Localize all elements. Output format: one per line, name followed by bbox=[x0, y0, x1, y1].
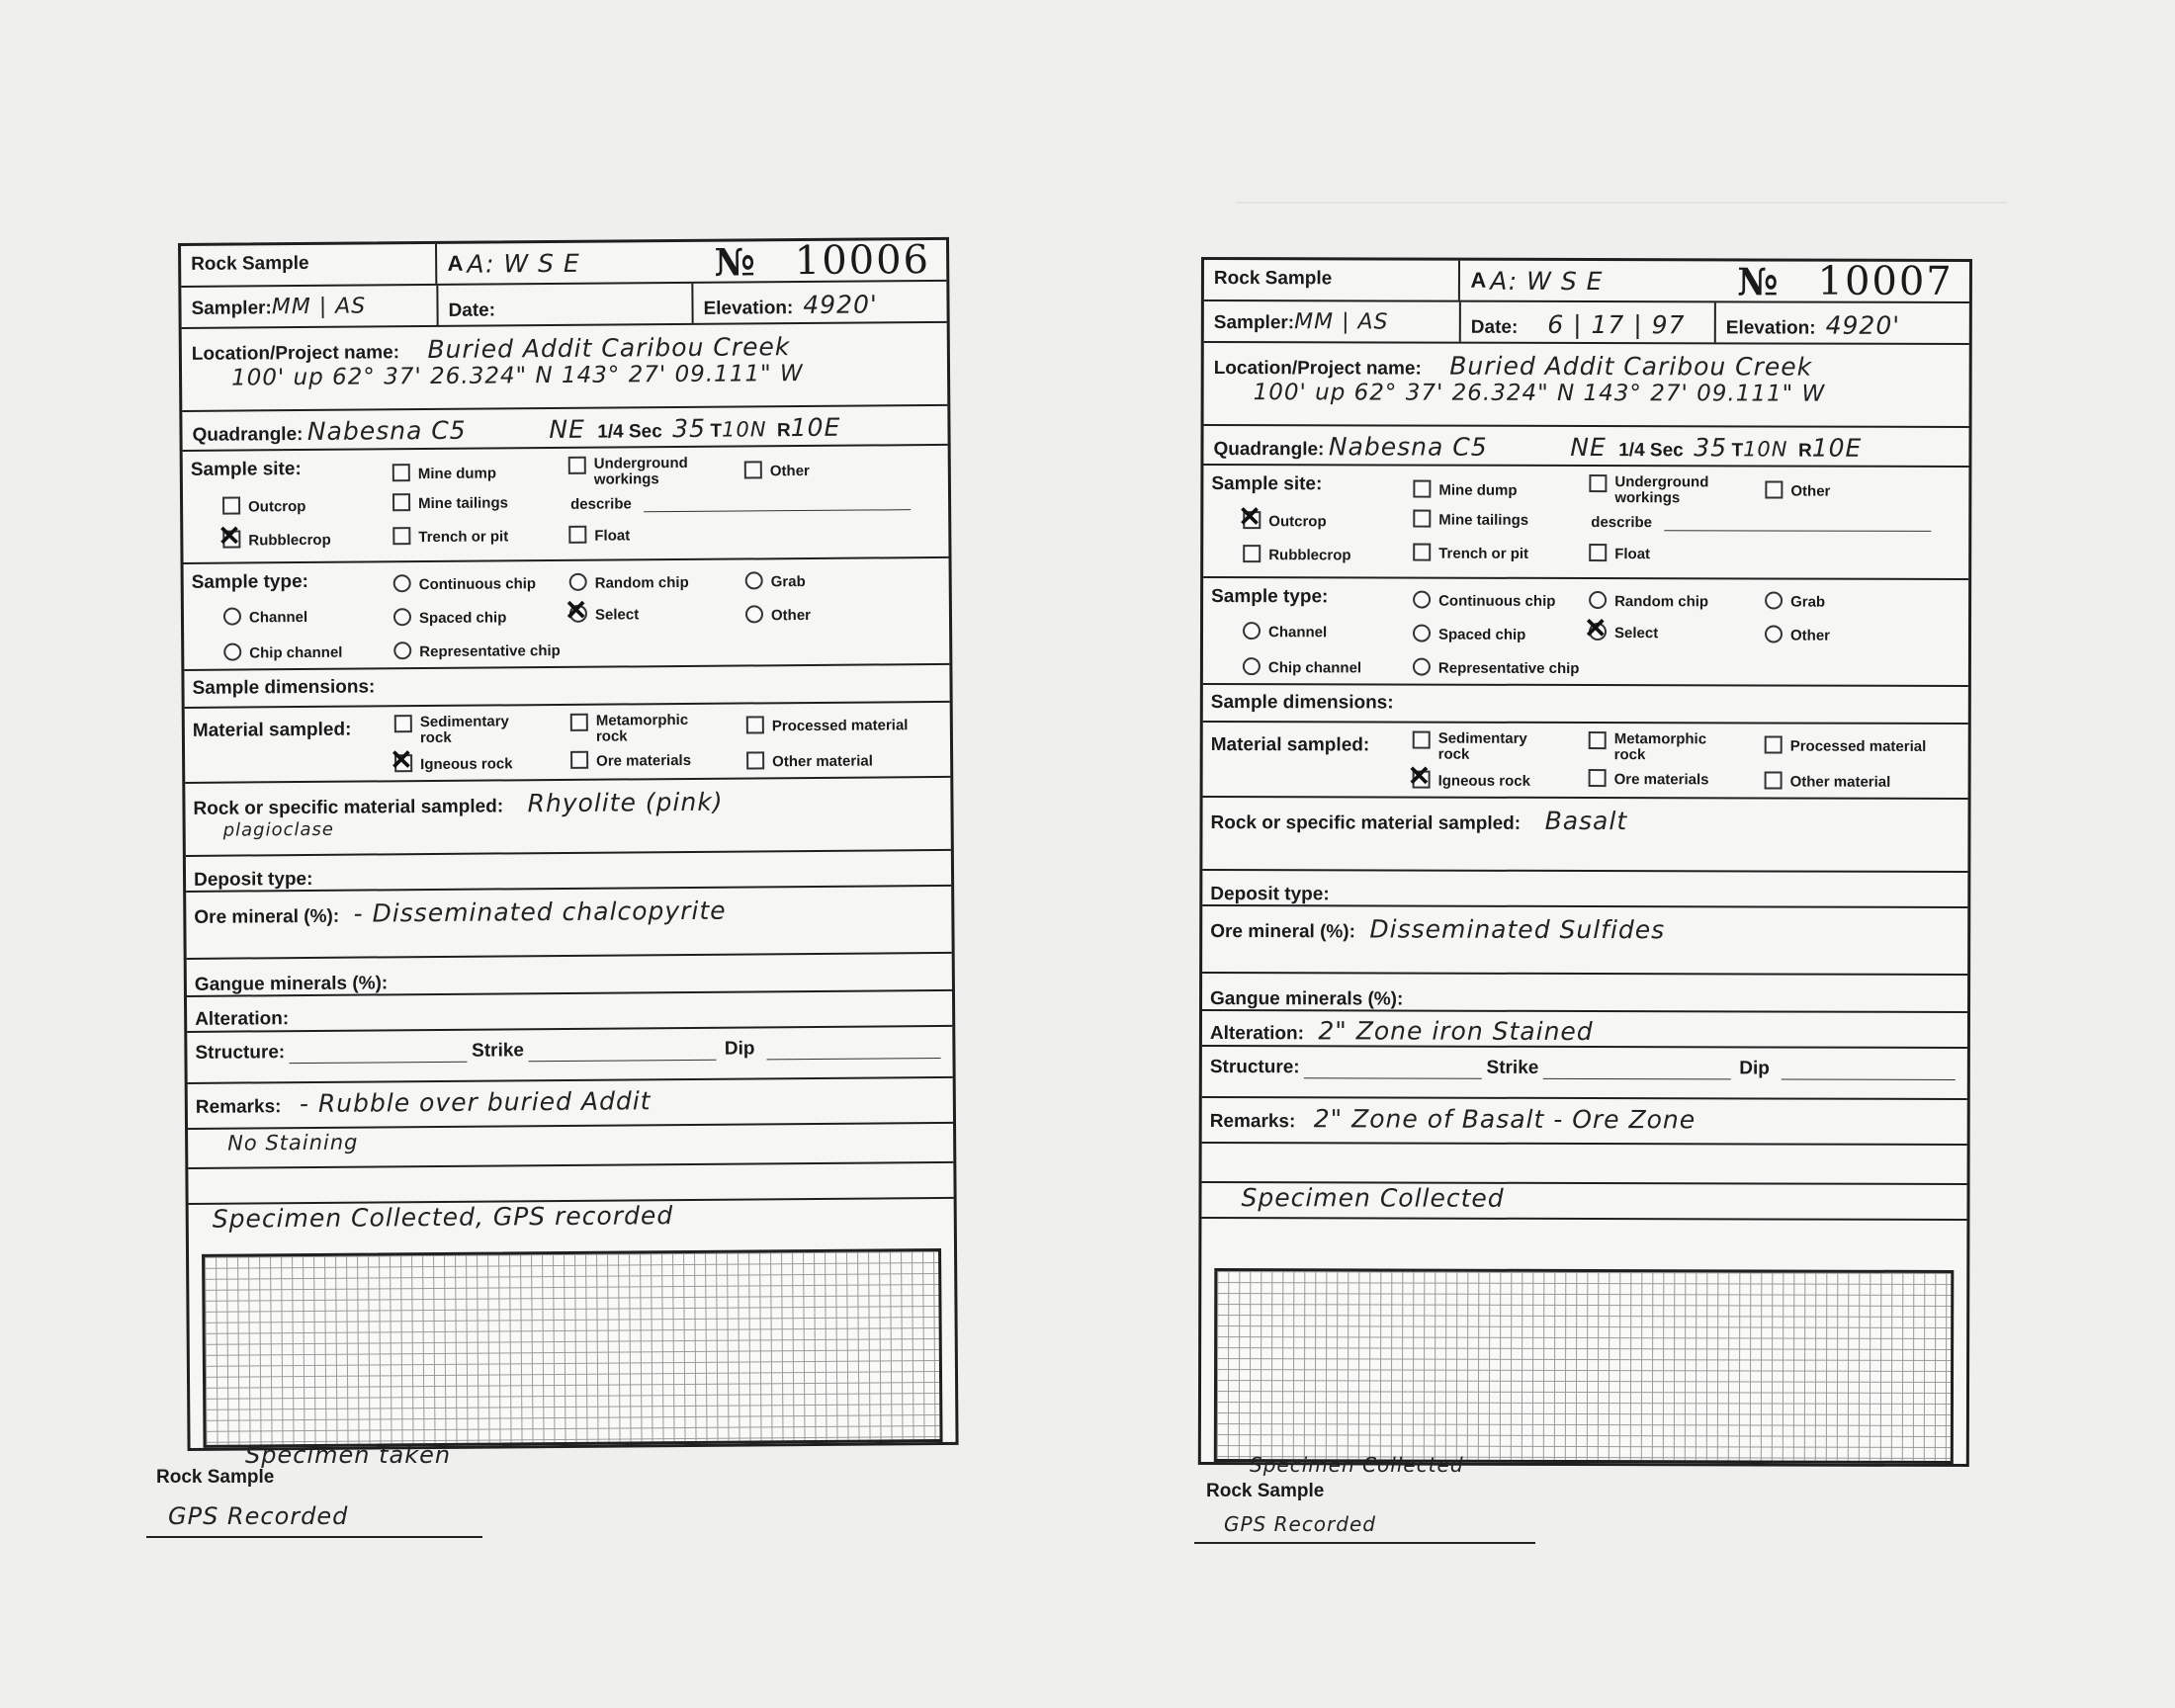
location-value-1[interactable]: Buried Addit Caribou Creek bbox=[427, 332, 791, 365]
strike-label: Strike bbox=[472, 1040, 525, 1062]
option-label: Trench or pit bbox=[1438, 545, 1529, 562]
option-label: Select bbox=[1613, 625, 1659, 642]
aa-value[interactable]: A: W S E bbox=[1490, 266, 1604, 296]
option-label: rock bbox=[595, 727, 628, 745]
checkbox-icon[interactable] bbox=[1589, 731, 1607, 749]
r-label: R bbox=[776, 420, 791, 442]
option-label: rock bbox=[1437, 745, 1470, 763]
remarks-row-1 bbox=[1202, 1098, 1967, 1146]
sampler-value[interactable]: MM | AS bbox=[1294, 309, 1389, 335]
number-symbol: № bbox=[714, 238, 755, 285]
alteration-row bbox=[1202, 1011, 1967, 1049]
option-label: Grab bbox=[1790, 593, 1826, 611]
option-label: Rubblecrop bbox=[1268, 547, 1351, 564]
card-title-cell bbox=[181, 244, 438, 286]
deposit-type-row bbox=[186, 851, 951, 893]
site-rubblecrop[interactable] bbox=[222, 530, 330, 550]
type-continuous[interactable] bbox=[393, 573, 536, 593]
remarks-row-2 bbox=[1202, 1144, 1967, 1185]
number-symbol: № bbox=[1737, 258, 1779, 304]
strike-line[interactable] bbox=[1543, 1061, 1731, 1079]
mat-ore[interactable] bbox=[570, 750, 691, 770]
date-label: Date: bbox=[448, 299, 496, 321]
scan-artifact-line bbox=[1236, 202, 2007, 204]
structure-label: Structure: bbox=[195, 1042, 286, 1064]
quarter-sec-label: 1/4 Sec bbox=[597, 421, 662, 443]
location-row bbox=[182, 323, 948, 412]
radio-icon[interactable] bbox=[1243, 657, 1261, 675]
radio-icon[interactable] bbox=[1589, 591, 1607, 609]
mat-igneous[interactable] bbox=[1413, 771, 1530, 790]
rock-material-value[interactable]: Basalt bbox=[1544, 806, 1628, 836]
option-label: Underground bbox=[593, 454, 688, 472]
type-select[interactable] bbox=[569, 604, 639, 624]
dip-line[interactable] bbox=[1782, 1062, 1956, 1080]
sample-site-label: Sample site: bbox=[190, 459, 302, 480]
sample-type-label: Sample type: bbox=[1211, 586, 1329, 608]
t-value[interactable]: 10N bbox=[721, 417, 767, 442]
option-label: workings bbox=[593, 470, 659, 488]
elevation-cell bbox=[693, 282, 946, 323]
radio-icon[interactable] bbox=[1243, 622, 1261, 640]
option-label: Spaced chip bbox=[1437, 626, 1526, 643]
site-float[interactable] bbox=[568, 525, 630, 544]
aa-cell bbox=[1460, 258, 1969, 304]
type-channel[interactable] bbox=[223, 607, 307, 627]
option-label: Representative chip bbox=[1437, 659, 1580, 678]
option-label: Mine dump bbox=[1438, 481, 1518, 499]
dip-label: Dip bbox=[724, 1038, 755, 1060]
structure-line[interactable] bbox=[1304, 1060, 1482, 1078]
mat-metamorphic[interactable] bbox=[570, 713, 689, 745]
option-label: Processed material bbox=[771, 717, 909, 735]
option-label: Other bbox=[1790, 482, 1831, 500]
sketch-grid[interactable] bbox=[202, 1248, 943, 1448]
checkbox-icon[interactable] bbox=[570, 714, 588, 731]
option-label: Chip channel bbox=[1267, 659, 1362, 677]
sample-type-section bbox=[1203, 578, 1968, 687]
quadrangle-value[interactable]: Nabesna C5 bbox=[1328, 432, 1488, 462]
option-label: Float bbox=[594, 527, 631, 545]
type-select[interactable] bbox=[1589, 623, 1658, 641]
strike-line[interactable] bbox=[528, 1042, 716, 1062]
checkbox-icon[interactable] bbox=[392, 527, 410, 545]
t-label: T bbox=[710, 420, 723, 442]
site-mine-dump[interactable] bbox=[392, 463, 496, 482]
elevation-cell bbox=[1716, 302, 1969, 343]
option-label: Rubblecrop bbox=[248, 531, 331, 550]
quadrangle-label: Quadrangle: bbox=[192, 424, 304, 446]
aa-label: A bbox=[447, 250, 464, 276]
date-label: Date: bbox=[1470, 316, 1519, 338]
card-title-cell bbox=[1204, 260, 1461, 300]
dip-label: Dip bbox=[1739, 1058, 1770, 1079]
structure-row bbox=[187, 1027, 952, 1084]
radio-icon[interactable] bbox=[1765, 625, 1783, 642]
below-underline bbox=[1194, 1542, 1535, 1544]
sec-value[interactable]: 35 bbox=[1694, 433, 1728, 463]
deposit-type-label: Deposit type: bbox=[193, 868, 313, 891]
elevation-label: Elevation: bbox=[703, 298, 794, 319]
option-label: Spaced chip bbox=[418, 609, 507, 628]
checkbox-icon[interactable] bbox=[570, 751, 588, 769]
remarks-value-1[interactable]: 2" Zone of Basalt - Ore Zone bbox=[1313, 1104, 1696, 1135]
mat-sedimentary[interactable] bbox=[394, 714, 509, 746]
type-grab[interactable] bbox=[745, 571, 806, 590]
gangue-row bbox=[187, 954, 952, 997]
site-outcrop[interactable] bbox=[222, 496, 305, 516]
option-label: Ore materials bbox=[1613, 771, 1709, 789]
type-other[interactable] bbox=[745, 605, 811, 625]
rock-sample-card-10006 bbox=[178, 237, 959, 1451]
remarks-label: Remarks: bbox=[1209, 1111, 1296, 1133]
r-value[interactable]: 10E bbox=[1811, 433, 1863, 463]
quadrangle-label: Quadrangle: bbox=[1213, 439, 1325, 461]
mat-other[interactable] bbox=[1765, 771, 1891, 790]
location-row bbox=[1204, 343, 1969, 428]
mat-other[interactable] bbox=[746, 750, 873, 770]
ore-mineral-row bbox=[1202, 906, 1967, 976]
sampler-row bbox=[1204, 301, 1969, 345]
sample-site-label: Sample site: bbox=[1211, 473, 1323, 495]
gangue-label: Gangue minerals (%): bbox=[194, 973, 389, 995]
location-label: Location/Project name: bbox=[1213, 358, 1422, 380]
below-card-left bbox=[146, 1441, 502, 1550]
elevation-value[interactable]: 4920' bbox=[803, 290, 878, 320]
option-label: Random chip bbox=[1614, 593, 1709, 611]
alteration-value[interactable]: 2" Zone iron Stained bbox=[1318, 1016, 1594, 1047]
checkbox-icon[interactable] bbox=[1765, 480, 1783, 498]
below-note-2: GPS Recorded bbox=[168, 1502, 349, 1530]
type-representative[interactable] bbox=[393, 640, 561, 660]
elevation-label: Elevation: bbox=[1725, 317, 1816, 339]
date-cell bbox=[1461, 302, 1716, 343]
below-note-2: GPS Recorded bbox=[1224, 1512, 1376, 1536]
site-other[interactable] bbox=[744, 461, 810, 480]
option-label: Other bbox=[1789, 627, 1831, 644]
sample-type-section bbox=[184, 558, 950, 671]
quadrangle-row bbox=[182, 406, 947, 452]
ore-mineral-label: Ore mineral (%): bbox=[1210, 921, 1356, 943]
sample-site-section bbox=[183, 446, 949, 564]
type-spaced[interactable] bbox=[393, 607, 507, 627]
material-label: Material sampled: bbox=[192, 719, 352, 741]
option-label: workings bbox=[1614, 489, 1681, 507]
option-label: Outcrop bbox=[248, 497, 306, 516]
checkbox-icon[interactable] bbox=[1413, 480, 1431, 498]
option-label: Igneous rock bbox=[420, 755, 513, 774]
checkbox-icon[interactable] bbox=[394, 715, 412, 732]
quadrangle-value[interactable]: Nabesna C5 bbox=[306, 415, 467, 446]
t-label: T bbox=[1731, 440, 1744, 462]
location-value-2[interactable]: 100' up 62° 37' 26.324" N 143° 27' 09.111" W bbox=[1253, 380, 1826, 407]
site-describe[interactable] bbox=[1591, 512, 1931, 532]
checkbox-icon[interactable] bbox=[392, 464, 410, 481]
rock-material-label: Rock or specific material sampled: bbox=[193, 796, 504, 819]
ore-mineral-value[interactable]: - Disseminated chalcopyrite bbox=[353, 896, 727, 928]
type-random[interactable] bbox=[1589, 591, 1708, 610]
option-label: Grab bbox=[770, 573, 806, 591]
radio-icon[interactable] bbox=[393, 608, 411, 626]
type-channel[interactable] bbox=[1243, 622, 1327, 640]
ore-mineral-label: Ore mineral (%): bbox=[194, 905, 340, 928]
sec-value[interactable]: 35 bbox=[672, 413, 707, 444]
checkbox-icon[interactable] bbox=[744, 461, 762, 478]
below-note-1: Specimen Collected bbox=[1250, 1453, 1464, 1477]
type-chip-channel[interactable] bbox=[223, 642, 342, 662]
quarter-sec-label: 1/4 Sec bbox=[1618, 440, 1684, 462]
type-chip-channel[interactable] bbox=[1243, 657, 1361, 676]
radio-icon[interactable] bbox=[569, 573, 587, 591]
radio-icon[interactable] bbox=[1413, 658, 1431, 676]
radio-icon[interactable] bbox=[569, 605, 587, 623]
remarks-value-1[interactable]: - Rubble over buried Addit bbox=[299, 1086, 652, 1119]
below-note-1: Specimen taken bbox=[245, 1441, 452, 1469]
sample-number: 10006 bbox=[794, 237, 931, 285]
mat-processed[interactable] bbox=[746, 715, 909, 734]
aa-label: A bbox=[1470, 267, 1487, 293]
checkbox-icon[interactable] bbox=[222, 531, 240, 549]
option-label: rock bbox=[419, 728, 452, 747]
sketch-grid[interactable] bbox=[1214, 1268, 1955, 1464]
elevation-value[interactable]: 4920' bbox=[1825, 310, 1901, 340]
describe-label: describe bbox=[570, 495, 632, 513]
site-rubblecrop[interactable] bbox=[1243, 545, 1350, 563]
option-label: Select bbox=[594, 606, 640, 624]
mat-sedimentary[interactable] bbox=[1413, 731, 1527, 763]
mat-metamorphic[interactable] bbox=[1589, 731, 1706, 763]
checkbox-icon[interactable] bbox=[1765, 771, 1783, 789]
option-label: Continuous chip bbox=[1438, 592, 1556, 610]
site-trench[interactable] bbox=[392, 526, 508, 546]
option-label: Underground bbox=[1614, 473, 1709, 491]
deposit-type-label: Deposit type: bbox=[1210, 884, 1330, 905]
card-title: Rock Sample bbox=[1213, 268, 1333, 290]
aa-cell bbox=[437, 237, 946, 285]
remarks-row-4 bbox=[189, 1199, 954, 1244]
type-grab[interactable] bbox=[1765, 591, 1825, 610]
gangue-label: Gangue minerals (%): bbox=[1210, 988, 1404, 1010]
checkbox-icon[interactable] bbox=[1243, 545, 1261, 562]
radio-icon[interactable] bbox=[223, 608, 241, 626]
quarter-value[interactable]: NE bbox=[549, 414, 585, 445]
alteration-label: Alteration: bbox=[195, 1008, 290, 1030]
option-label: Other material bbox=[772, 752, 873, 771]
dip-line[interactable] bbox=[767, 1040, 941, 1060]
date-cell bbox=[438, 284, 693, 325]
checkbox-icon[interactable] bbox=[1413, 731, 1431, 749]
sample-site-section bbox=[1203, 466, 1968, 580]
checkbox-icon[interactable] bbox=[1765, 735, 1783, 753]
option-label: Trench or pit bbox=[418, 528, 509, 547]
below-rock-sample-label: Rock Sample bbox=[156, 1467, 275, 1488]
below-underline bbox=[146, 1536, 482, 1538]
option-label: Channel bbox=[1267, 624, 1328, 641]
option-label: Random chip bbox=[594, 573, 689, 592]
option-label: Igneous rock bbox=[1437, 772, 1530, 790]
rock-material-label: Rock or specific material sampled: bbox=[1210, 812, 1522, 834]
below-rock-sample-label: Rock Sample bbox=[1206, 1481, 1325, 1501]
mat-igneous[interactable] bbox=[394, 753, 513, 773]
site-underground[interactable] bbox=[1589, 474, 1708, 506]
option-label: Other material bbox=[1789, 773, 1891, 791]
radio-icon[interactable] bbox=[223, 643, 241, 661]
sample-dimensions-label: Sample dimensions: bbox=[192, 676, 376, 699]
radio-icon[interactable] bbox=[745, 571, 763, 589]
site-outcrop[interactable] bbox=[1243, 511, 1326, 530]
material-label: Material sampled: bbox=[1210, 734, 1370, 756]
radio-icon[interactable] bbox=[1589, 623, 1607, 640]
checkbox-icon[interactable] bbox=[746, 716, 764, 733]
remarks-row-3 bbox=[188, 1163, 953, 1205]
option-label: Metamorphic bbox=[595, 711, 689, 729]
checkbox-icon[interactable] bbox=[392, 493, 410, 511]
option-label: Ore materials bbox=[596, 751, 692, 770]
remarks-value-2[interactable]: No Staining bbox=[227, 1130, 359, 1155]
ore-mineral-value[interactable]: Disseminated Sulfides bbox=[1369, 914, 1666, 945]
sample-dimensions-row bbox=[1203, 685, 1968, 725]
location-value-1[interactable]: Buried Addit Caribou Creek bbox=[1449, 351, 1813, 382]
site-mine-tailings[interactable] bbox=[392, 492, 508, 512]
strike-label: Strike bbox=[1486, 1057, 1539, 1078]
checkbox-icon[interactable] bbox=[1589, 474, 1607, 492]
material-section bbox=[1203, 723, 1968, 800]
rock-material-row bbox=[185, 778, 951, 857]
option-label: Sedimentary bbox=[1437, 729, 1527, 747]
rock-material-note[interactable]: plagioclase bbox=[222, 818, 335, 841]
type-representative[interactable] bbox=[1413, 658, 1580, 677]
rock-sample-card-10007 bbox=[1198, 257, 1972, 1467]
mat-ore[interactable] bbox=[1589, 769, 1709, 788]
site-other[interactable] bbox=[1765, 480, 1830, 499]
checkbox-icon[interactable] bbox=[1413, 544, 1431, 561]
location-label: Location/Project name: bbox=[191, 342, 400, 365]
sampler-row bbox=[181, 282, 946, 329]
remarks-row-4 bbox=[1201, 1219, 1966, 1260]
deposit-type-row bbox=[1202, 871, 1967, 908]
site-mine-tailings[interactable] bbox=[1413, 510, 1528, 529]
rock-material-row bbox=[1202, 798, 1967, 873]
remarks-row-3 bbox=[1201, 1183, 1966, 1221]
describe-line[interactable] bbox=[644, 491, 911, 512]
header-row bbox=[1204, 260, 1969, 303]
checkbox-icon[interactable] bbox=[1243, 511, 1261, 529]
sampler-value[interactable]: MM | AS bbox=[271, 294, 367, 320]
option-label: Other bbox=[769, 462, 810, 480]
option-label: Processed material bbox=[1789, 737, 1927, 755]
radio-icon[interactable] bbox=[1413, 591, 1431, 609]
option-label: Representative chip bbox=[419, 641, 561, 661]
checkbox-icon[interactable] bbox=[394, 754, 412, 772]
date-value[interactable]: 6 | 17 | 97 bbox=[1547, 309, 1686, 340]
type-spaced[interactable] bbox=[1413, 625, 1525, 643]
option-label: Mine tailings bbox=[418, 494, 508, 513]
checkbox-icon[interactable] bbox=[1589, 769, 1607, 787]
alteration-label: Alteration: bbox=[1209, 1023, 1304, 1045]
sampler-cell bbox=[1204, 301, 1461, 342]
r-label: R bbox=[1797, 440, 1812, 462]
option-label: Mine tailings bbox=[1438, 511, 1529, 529]
ore-mineral-row bbox=[186, 887, 952, 960]
site-underground[interactable] bbox=[568, 456, 688, 488]
structure-label: Structure: bbox=[1209, 1057, 1300, 1078]
sampler-label: Sampler: bbox=[1213, 312, 1295, 334]
radio-icon[interactable] bbox=[393, 641, 411, 659]
describe-line[interactable] bbox=[1664, 512, 1931, 532]
remarks-row-2 bbox=[188, 1124, 953, 1169]
sample-dimensions-label: Sample dimensions: bbox=[1210, 692, 1394, 714]
aa-value[interactable]: A: W S E bbox=[467, 248, 580, 279]
checkbox-icon[interactable] bbox=[1589, 544, 1607, 561]
remarks-row-1 bbox=[188, 1078, 953, 1130]
site-mine-dump[interactable] bbox=[1413, 480, 1517, 499]
below-card-right bbox=[1194, 1453, 1550, 1552]
mat-processed[interactable] bbox=[1765, 735, 1927, 754]
header-row bbox=[181, 237, 946, 288]
remarks-value-3[interactable]: Specimen Collected bbox=[1241, 1183, 1505, 1213]
rock-material-value[interactable]: Rhyolite (pink) bbox=[527, 787, 724, 818]
radio-icon[interactable] bbox=[1413, 625, 1431, 642]
quadrangle-row bbox=[1203, 426, 1968, 468]
sampler-label: Sampler: bbox=[191, 298, 272, 319]
structure-row bbox=[1202, 1047, 1967, 1100]
t-value[interactable]: 10N bbox=[1743, 437, 1788, 462]
checkbox-icon[interactable] bbox=[1413, 510, 1431, 528]
option-label: Chip channel bbox=[249, 643, 343, 662]
checkbox-icon[interactable] bbox=[568, 526, 586, 544]
structure-line[interactable] bbox=[290, 1044, 468, 1064]
option-label: Mine dump bbox=[417, 465, 497, 483]
remarks-value-4[interactable]: Specimen Collected, GPS recorded bbox=[212, 1201, 674, 1234]
checkbox-icon[interactable] bbox=[222, 497, 240, 515]
option-label: Channel bbox=[248, 608, 308, 627]
r-value[interactable]: 10E bbox=[790, 412, 841, 443]
location-value-2[interactable]: 100' up 62° 37' 26.324" N 143° 27' 09.111" W bbox=[230, 361, 804, 391]
type-random[interactable] bbox=[569, 572, 689, 592]
type-other[interactable] bbox=[1765, 625, 1830, 643]
alteration-row bbox=[187, 991, 952, 1033]
site-float[interactable] bbox=[1589, 544, 1650, 562]
checkbox-icon[interactable] bbox=[1413, 771, 1431, 789]
site-describe[interactable] bbox=[570, 491, 911, 513]
radio-icon[interactable] bbox=[745, 605, 763, 623]
option-label: rock bbox=[1613, 746, 1646, 764]
radio-icon[interactable] bbox=[393, 574, 411, 592]
card-title: Rock Sample bbox=[191, 252, 309, 275]
option-label: Sedimentary bbox=[419, 713, 509, 731]
type-continuous[interactable] bbox=[1413, 591, 1555, 610]
option-label: Other bbox=[770, 606, 812, 625]
material-section bbox=[185, 703, 951, 784]
quarter-value[interactable]: NE bbox=[1570, 432, 1607, 463]
gangue-row bbox=[1202, 974, 1967, 1013]
option-label: Metamorphic bbox=[1613, 730, 1707, 748]
describe-label: describe bbox=[1591, 514, 1653, 532]
option-label: Outcrop bbox=[1268, 513, 1327, 531]
radio-icon[interactable] bbox=[1765, 591, 1783, 609]
checkbox-icon[interactable] bbox=[746, 751, 764, 769]
site-trench[interactable] bbox=[1413, 544, 1528, 562]
option-label: Continuous chip bbox=[418, 575, 537, 594]
sample-number: 10007 bbox=[1817, 258, 1954, 304]
remarks-label: Remarks: bbox=[195, 1096, 282, 1118]
sample-dimensions-row bbox=[184, 665, 949, 709]
sample-type-label: Sample type: bbox=[191, 570, 309, 593]
sampler-cell bbox=[181, 286, 438, 327]
checkbox-icon[interactable] bbox=[568, 457, 586, 474]
option-label: Float bbox=[1614, 546, 1651, 563]
